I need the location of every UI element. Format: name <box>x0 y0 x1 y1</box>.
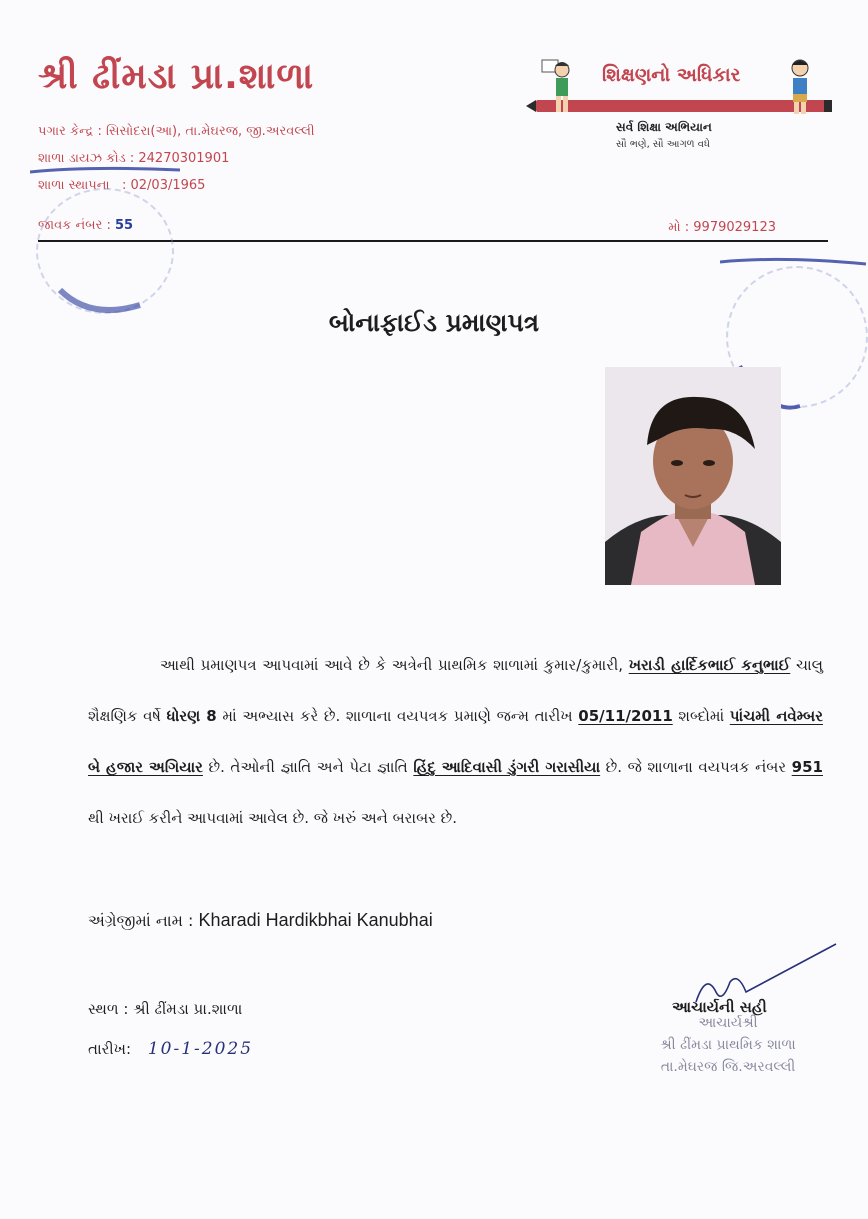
certificate-title: બોનાફાઈડ પ્રમાણપત્ર <box>328 308 540 337</box>
logo-tagline: સૌ ભણે, સૌ આગળ વધે <box>616 139 711 150</box>
pay-center-value: સિસોદરા(આ), તા.મેઘરજ, જી.અરવલ્લી <box>106 124 315 139</box>
place-label: સ્થળ : <box>88 1000 129 1018</box>
student-name: ખરાડી હાર્દિકભાઈ કનુભાઈ <box>628 656 791 674</box>
english-name: Kharadi Hardikbhai Kanubhai <box>198 910 433 930</box>
stamp-line-3: તા.મેઘરજ જિ.અરવલ્લી <box>660 1059 796 1075</box>
body-text-2: ચાલુ શૈક્ષણિક વર્ષે <box>88 656 823 725</box>
school-name: શ્રી ઢીંમડા પ્રા.શાળા <box>38 56 315 97</box>
body-text-1: આથી પ્રમાણપત્ર આપવામાં આવે છે કે અત્રેની પ્રાથમિક શાળામાં કુમાર/કુમારી, <box>160 656 629 674</box>
principal-stamp <box>622 1012 834 1092</box>
pay-center <box>38 124 315 139</box>
body-text-4: શબ્દોમાં <box>672 707 730 725</box>
established-label: શાળા સ્થાપના <box>38 178 110 193</box>
register-number: 951 <box>791 758 823 776</box>
body-text-7: થી ખરાઈ કરીને આપવામાં આવેલ છે. જે ખરું અને બરાબર છે. <box>88 809 458 827</box>
certificate-body <box>88 640 823 844</box>
body-text-5: છે. તેઓની જ્ઞાતિ અને પેટા જ્ઞાતિ <box>202 758 414 776</box>
established-value: : 02/03/1965 <box>121 178 206 193</box>
place-value: શ્રી ઢીંમડા પ્રા.શાળા <box>133 1000 243 1018</box>
logo-title: શિક્ષણનો અધિકાર <box>602 64 741 86</box>
outward-no-label: જાવક નંબર : <box>38 218 111 233</box>
body-text-3: માં અભ્યાસ કરે છે. શાળાના વયપત્રક પ્રમાણે જન્મ તારીખ <box>216 707 579 725</box>
boy-pencil-icon <box>782 56 818 118</box>
stamp-line-2: શ્રી ઢીંમડા પ્રાથમિક શાળા <box>660 1037 796 1053</box>
girl-reading-icon <box>540 56 576 118</box>
student-photo <box>605 367 781 585</box>
ssa-logo <box>532 52 832 162</box>
body-text-6: છે. જે શાળાના વયપત્રક નંબર <box>600 758 792 776</box>
stamp-line-1: આચાર્યશ્રી <box>698 1015 758 1031</box>
logo-subtitle: સર્વ શિક્ષા અભિયાન <box>616 120 712 134</box>
birth-date: 05/11/2011 <box>578 707 673 725</box>
place-row <box>88 1000 242 1018</box>
pay-center-label: પગાર કેન્દ્ર : <box>38 124 102 139</box>
phone-label: મો : <box>668 220 690 235</box>
outward-no-value: 55 <box>114 218 134 233</box>
english-name-row <box>88 910 433 931</box>
english-name-label: અંગ્રેજીમાં નામ : <box>88 911 194 930</box>
phone-number <box>668 220 776 235</box>
caste: હિંદુ આદિવાસી ડુંગરી ગરાસીયા <box>413 758 601 776</box>
date-row <box>88 1039 253 1059</box>
stamp-ink-mark <box>30 160 190 330</box>
standard: ધોરણ 8 <box>166 707 217 725</box>
date-label: તારીખ: <box>88 1040 132 1058</box>
dise-code-value: 24270301901 <box>138 151 230 166</box>
phone-value: 9979029123 <box>693 220 776 235</box>
dise-code-label: શાળા ડાયઝ કોડ : <box>38 151 135 166</box>
birth-date-words: પાંચમી નવેમ્બર બે હજાર અગિયાર <box>88 707 823 776</box>
signature-label: આચાર્યની સહી <box>672 998 767 1016</box>
date-value: 10-1-2025 <box>147 1039 254 1059</box>
